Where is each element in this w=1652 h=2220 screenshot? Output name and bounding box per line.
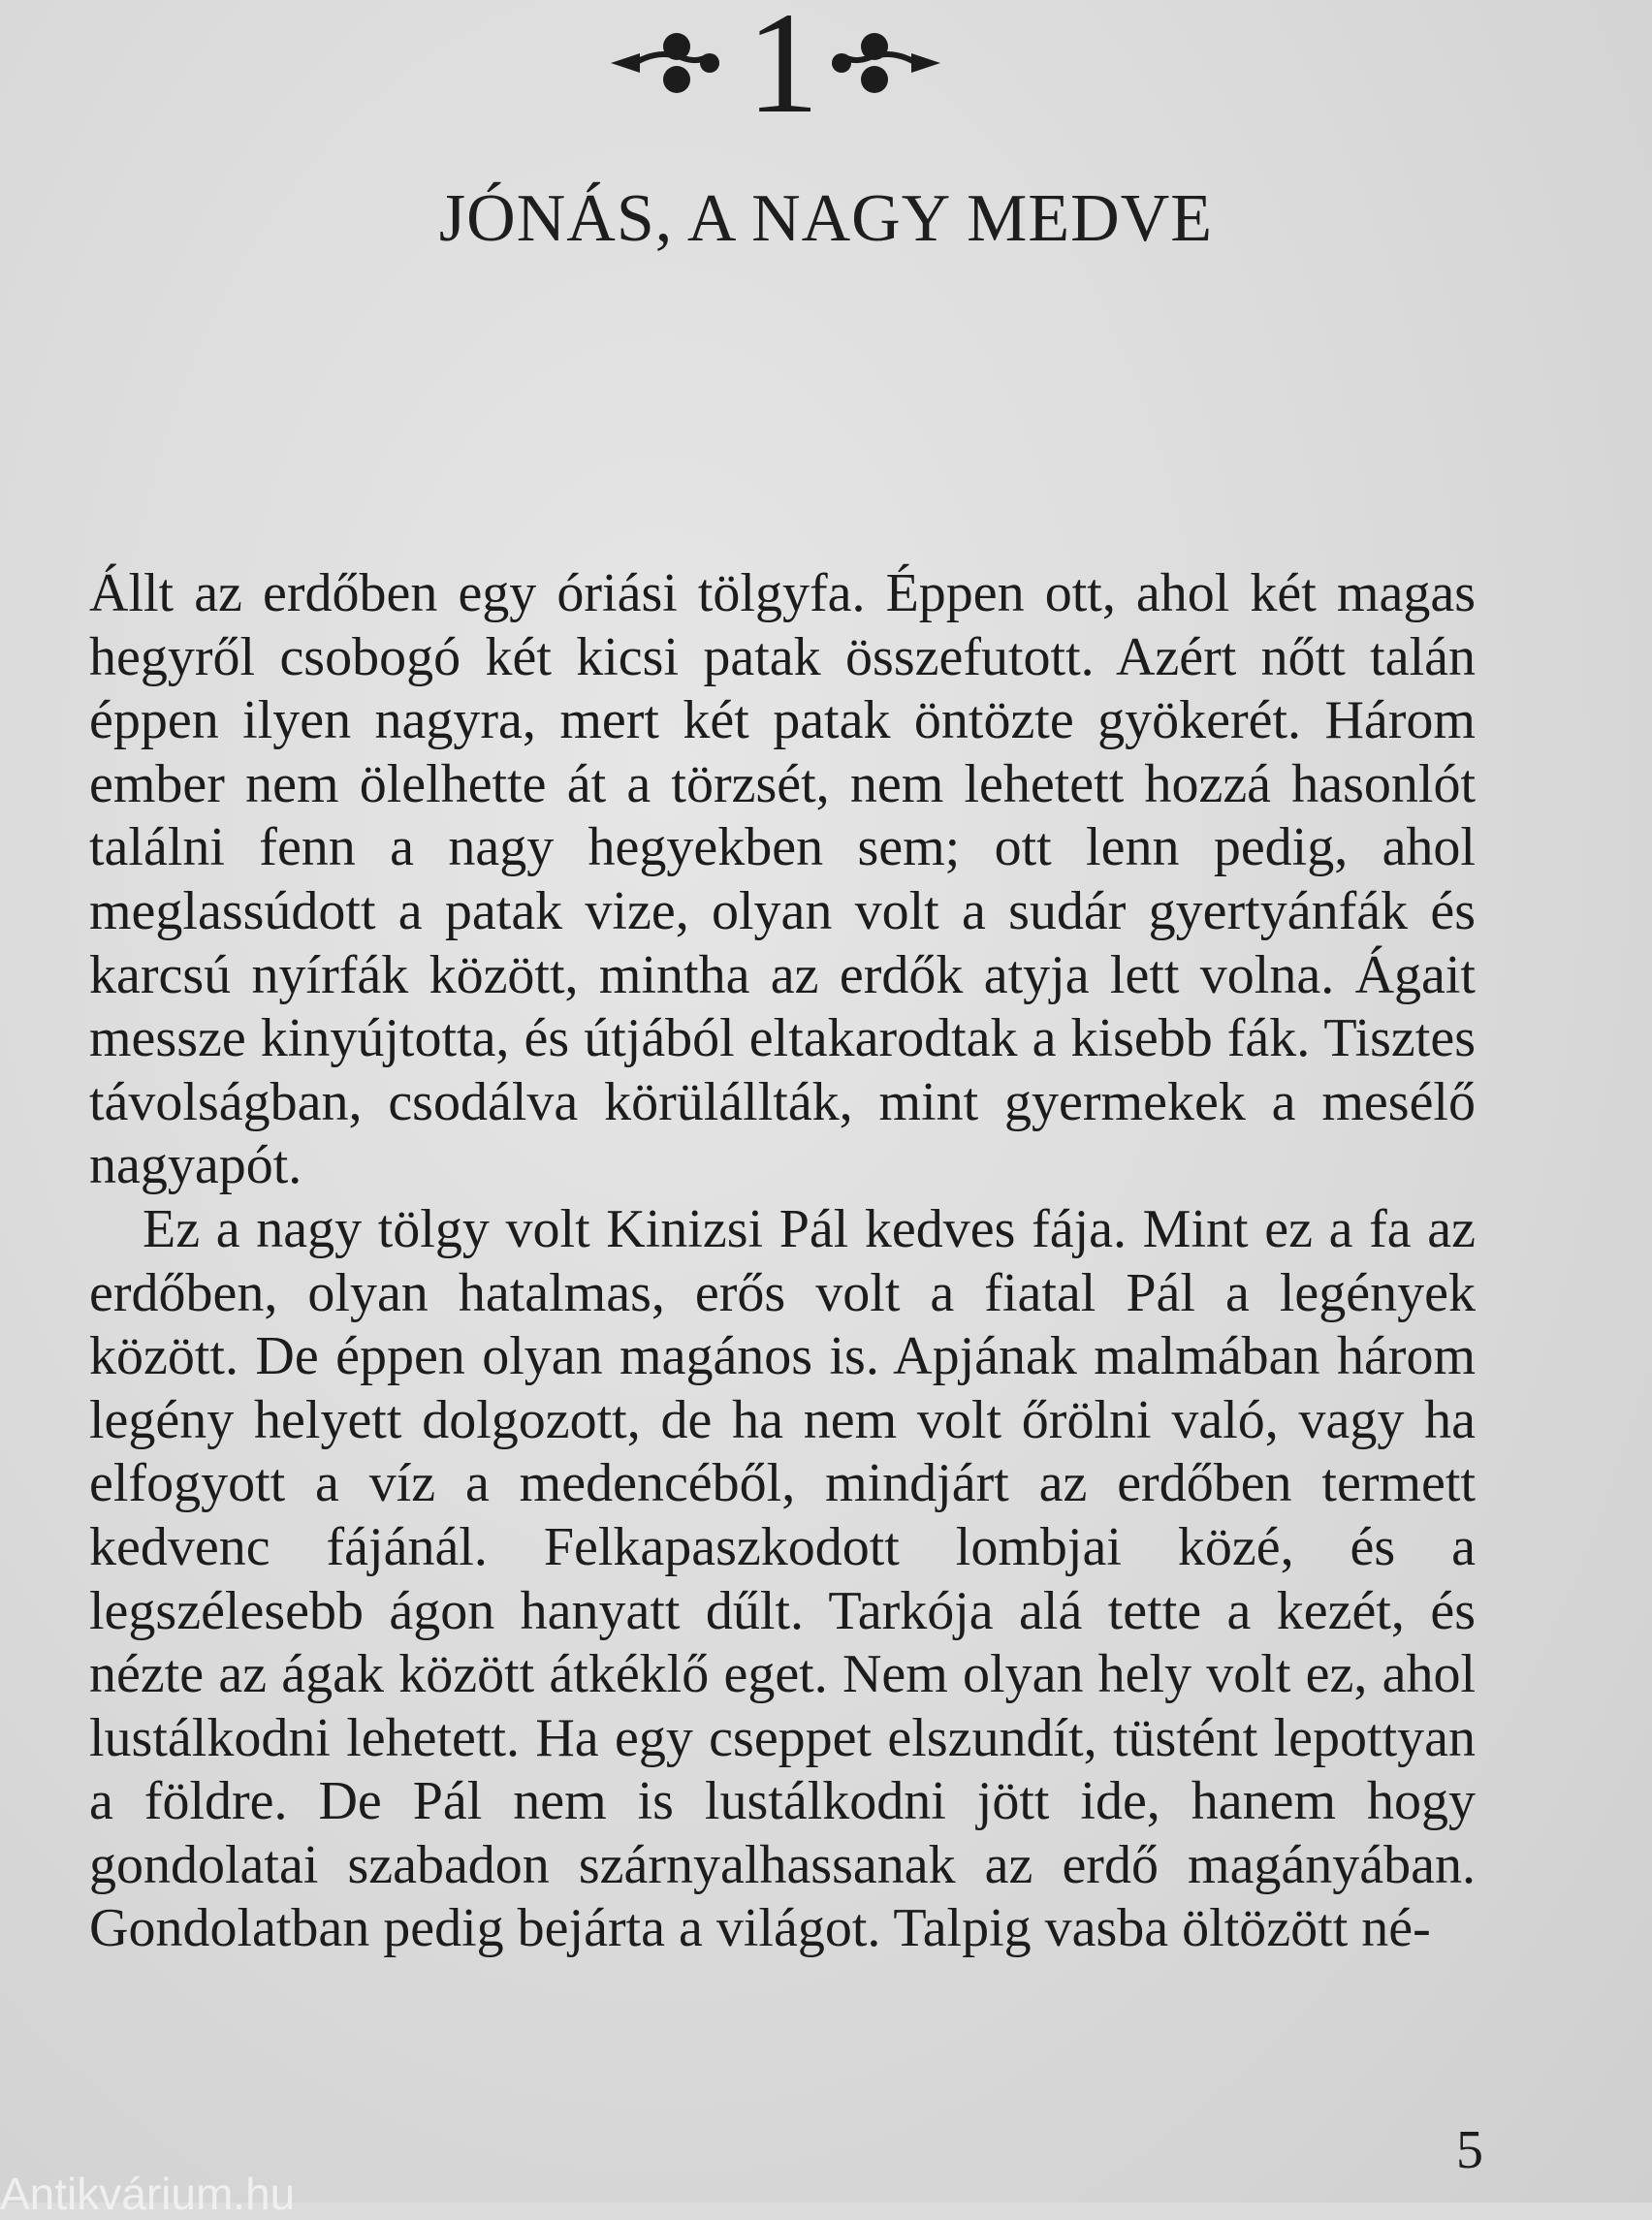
watermark: Antikvárium.hu	[0, 2169, 296, 2219]
chapter-title: JÓNÁS, A NAGY MEDVE	[438, 181, 1214, 256]
paragraph-2: Ez a nagy tölgy volt Kinizsi Pál kedves fája. Mint ez a fa az erdőben, olyan hatalmas, erős volt a fiatal Pál a legények között. De éppen olyan magános is. Apjának malmában három legény helyett dolgozott, de ha nem volt őrölni való, vagy ha elfogyott a víz a medencéből, mindjárt az erdőben termett kedvenc fájánál. Felkapaszkodott lombjai közé, és a legszélesebb ágon hanyatt dűlt. Tarkója alá tette a kezét, és nézte az ágak között átkéklő eget. Nem olyan hely volt ez, ahol lustálkodni lehetett. Ha egy cseppet elszundít, tüstént lepottyan a földre. De Pál nem is lustálkodni jött ide, hanem hogy gondolatai szabadon szárnyalhassanak az erdő magányában. Gondolatban pedig bejárta a világot. Talpig vasba öltözött né-	[89, 1198, 1476, 1959]
paragraph-1: Állt az erdőben egy óriási tölgyfa. Éppen ott, ahol két magas hegyről csobogó két kicsi patak összefutott. Azért nőtt talán éppen ilyen nagyra, mert két patak öntözte gyökerét. Három ember nem ölelhette át a törzsét, nem lehetett hozzá hasonlót találni fenn a nagy hegyekben sem; ott lenn pedig, ahol meglassúdott a patak vize, olyan volt a sudár gyertyánfák és karcsú nyírfák között, mintha az erdők atyja lett volna. Ágait messze kinyújtotta, és útjából eltakarodtak a kisebb fák. Tisztes távolságban, csodálva körülállták, mint gyermekek a mesélő nagyapót.	[89, 563, 1476, 1196]
chapter-number: 1	[747, 0, 819, 143]
page-number: 5	[1456, 2120, 1483, 2180]
chapter-body	[89, 562, 1476, 1961]
